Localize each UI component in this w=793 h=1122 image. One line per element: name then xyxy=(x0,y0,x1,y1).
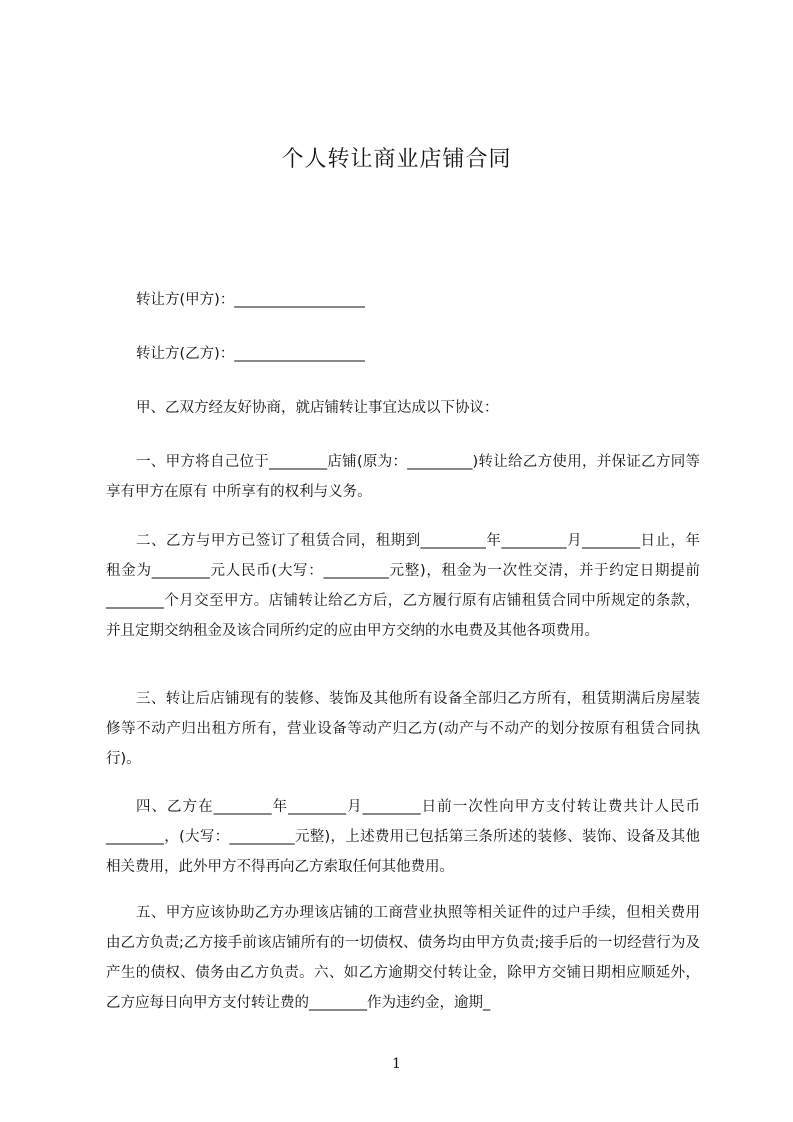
page-number: 1 xyxy=(392,1056,401,1072)
clause-5: 五、甲方应该协助乙方办理该店铺的工商营业执照等相关证件的过户手续，但相关费用由乙方负责;乙方接手前该店铺所有的一切债权、债务均由甲方负责;接手后的一切经营行为及产生的债权、债务由乙方负责。六、如乙方逾期交付转让金，除甲方交铺日期相应顺延外，乙方应每日向甲方支付转让费的________作为违约金，逾期_ xyxy=(106,905,700,1011)
intro-line: 甲、乙双方经友好协商，就店铺转让事宜达成以下协议： xyxy=(136,400,499,416)
clause-3: 三、转让后店铺现有的装修、装饰及其他所有设备全部归乙方所有，租赁期满后房屋装修等不动产归出租方所有，营业设备等动产归乙方(动产与不动产的划分按原有租赁合同执行)。 xyxy=(106,691,700,767)
party-b-line: 转让方(乙方)：__________________ xyxy=(136,346,365,362)
party-a-line: 转让方(甲方)：__________________ xyxy=(136,292,365,308)
contract-title: 个人转让商业店铺合同 xyxy=(281,147,512,172)
clause-4: 四、乙方在________年________月________日前一次性向甲方支付转让费共计人民币________，(大写：_________元整)，上述费用已包括第三条所述的装修、装饰、设备及其他相关费用，此外甲方不得再向乙方索取任何其他费用。 xyxy=(106,799,700,875)
clause-2: 二、乙方与甲方已签订了租赁合同，租期到_________年_________月________日止，年租金为________元人民币(大写：_________元整)，租金为一次性交清，并于约定日期提前________个月交至甲方。店铺转让给乙方后，乙方履行原有店铺租赁合同中所规定的条款，并且定期交纳租金及该合同所约定的应由甲方交纳的水电费及其他各项费用。 xyxy=(106,533,700,639)
clause-1: 一、甲方将自己位于________店铺(原为：_________)转让给乙方使用，并保证乙方同等享有甲方在原有 中所享有的权利与义务。 xyxy=(106,454,700,500)
